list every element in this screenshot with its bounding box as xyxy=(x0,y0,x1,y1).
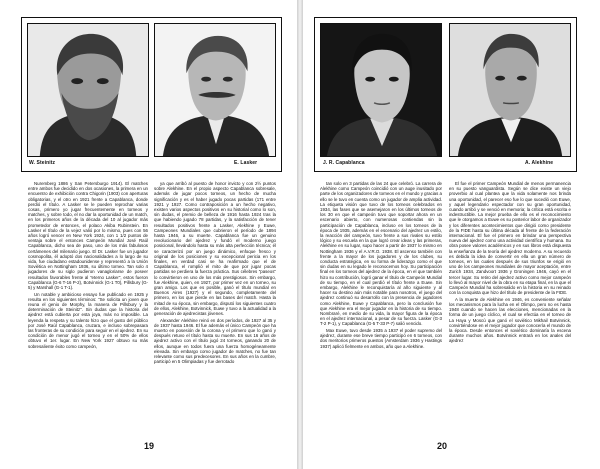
paragraph: Nuremberg 1886 y San Petersburgo 1914). El matches entre ambos fue decidido en dos ocasiones, la primera en un encuentro de exhibición contra Chigorin (1903) con aperturas obligatorias, y el otro en 1921 frente a Capablanca, donde perdió el título. A Lasker se le pueden reprochar varias cosas, primero yo jugar frecuentemente en torneos y matches, y sobre todo, el no dar la oportunidad de un match, en los primeros años de la década del 10 al jugador más prometedor de entonces, el polaco Akiba Rubinstein. En Lasker el título de la vejez valió por lo mismo, pues con 56 años logró vencer en New York 1924, con 1 1/2 puntos de ventaja sobre el entonces Campeón Mundial José Raúl Capablanca, dicho sea de paso, uno de los más fabulosos certámenes del milenario juego. El Dr. Lasker fue un jugador cosmopolita, él adoptó dos nacionalidades a lo largo de su vida, fue ciudadano estadounidense y representó a la Unión Soviética en Nottingham 1936, su último torneo. Tan solo 4 jugadores de su siglo pudieron vanagloriarse de poseer resultados favorables frente al "eterno Lasker", estos fueron Capablanca (G-6 T-16 P-2), Botvinnick (G-1 T0), Pillsbury (G-5) y Marshall (G-1 T-1). xyxy=(28,181,148,291)
right-page xyxy=(303,0,600,469)
lasker-portrait-image xyxy=(155,24,275,156)
paragraph: Alexander Alekhine reinó en dos períodos, de 1927 al 35 y de 1937 hasta 1946. El fue además el único Campeón que ha muerto en posesión de la corona y el primero que lo ganó y después retuvo el título hasta su muerte. En sus 16 años de ajedrez activo con el título jugó 24 torneos, ganando 20 de ellos, aunque en todos fuera una fuerza homogéneamente elevada. Sin embargo como jugador de matches, no fue tan relevante como sus predecesores. En sus años en la cumbre, participó en 5 Olimpiadas y fue derrotado xyxy=(154,317,276,365)
page-number: 19 xyxy=(144,441,155,451)
steinitz-portrait-image xyxy=(28,24,148,156)
alekhine-caption: A. Alekhine xyxy=(525,160,554,166)
paragraph: A la muerte de Alekhine en 1946, es conveniente señalar los mecanismos para la lucha en el Olimpo, pero no es hasta 1948 cuando se hacen las elecciones, mencionadas en la forma de un juego cíclico, el cual se efectúa en el torneo de La Haya y Moscú que ganó el soviético Mikhail Botvinnick, convirtiéndose en el mejor jugador que conocería el mundo de la época. Desde entonces el soviético dominaría la escena durante muchos años. Botvinnick entrará en los anales del ajedrez xyxy=(449,296,571,344)
paragraph: ya que arribó al puesto de honor invicto y con 2½ puntos sobre Alekhine. En el propio aspecto Capablanca sobresale, además de jugar pocos torneos, un hecho de mucha significación y es el haber jugado pocas partidas (171 entre 1921 y 1927. Como contraposición a un hecho negativo, existen varios aspectos positivos en su historial como lo son, sin dudas, el premio de belleza de 1916 hasta 1924 tras la que habiendo jugado 78 partidas, y la satisfacción de tener resultados positivos frente a Lasker, Alekhine y Euwe, Campeones Mundiales que cubrieron el período de 1894 hasta 1946, a su muerte. Capablanca fue un genuino revolucionario del ajedrez y fundó el moderno juego posicional, llevándolo hasta su más alta perfección técnica; él se caracterizó por un juego dinámico, enfoque fresco y original de los posiciones y su excepcional pericia en los finales, en verdad casi se ha reafirmado que el de Capablanca, el romplió el mito de que por jugar pocas partidas se perdiera la fuerza práctica. Sus célebres "paseos" lo convirtieron en uno de los más prestigiosos. Sin embargo, fue Alekhine, quien, en 1927, por primer vez en un torneo, su gran amigo. Los que es posible, ganó el título mundial en Buenos Aires (1927) y el segundo, completamente del primero, en los que pierde en las bases del match. Hasta la mitad de su época, sin embargo, disputó los siguientes cuatro de ellos, Alekhine, Botvinnick, Euwe y tuvo a la actualidad a la generación de ajedrecistas jóvenes. xyxy=(154,181,276,317)
paragraph: El fue el primer Campeón Mundial de menos permanencia en su puesto vanguardista. Según se dice existe un viejo proverbio al cual plantea que la vida solamente nos brinda una oportunidad, el parecer eso fue lo que sucedió con Euwe, y aquel legendario espectador con su gran oportunidad, cuando arribó y se venció en memoria; la crítica está escrita e indestructible. La mejor prueba de ello es el reconocimiento que le otorgamos a Euwe es su posterior labor de organizador y los diferentes acontecimientos que dirigió como presidente de la FIDE hasta su última década al frente de la federación internacional. El fue el primero en brindar una perspectiva nueva del ajedrez como una actividad científica y humana. Su obra posee valores académicos y en sus libros está dispuesta la enseñanza de la teoría del ajedrez moderno. A su recuerdo es debida la idea de convertir en ella un gran número de torneos, en los cuales después de sus triunfos se erigió en uno de los campeones mundiales de mayor aceptación, entre Zurich 1934, Zandvoort 1936 y Groningen 1946, cayó en el tercer lugar. Su retiro del ajedrez activo como mejor campeón lo llevó al mayor nivel de la obra en su etapa final, en la que el Campeón Mundial ha sobresalido en la historia en su reinado con la conquista que hizo del título de presidente de la FIDE. xyxy=(449,181,571,296)
right-page-column-1 xyxy=(320,181,442,435)
paragraph: Max Euwe, tuvo desde 1935 a 1937 el poder supremo del ajedrez, durante ese breve tiempo participó en 6 torneos, con dos meritorios primeros puestos (Amsterdam 1936 y Hastings 1937) aplicó fielmente en ambos, año que a Alekhine. xyxy=(320,328,442,349)
left-page-column-1 xyxy=(28,181,148,435)
left-page xyxy=(0,0,297,469)
right-page-column-2 xyxy=(449,181,571,435)
capablanca-caption: J. R. Capablanca xyxy=(323,160,365,166)
steinitz-caption: W. Steinitz xyxy=(29,160,56,166)
page-number: 20 xyxy=(437,441,448,451)
paragraph: tan solo en 3 partidas de las 24 que celebró. La carrera de Alekhine como Campeón coincidió con un auge inusitado por parte de los organizadores de torneos en el mundo y gracias a ello se le tuvo en cuenta como un jugador de amplia actividad. La etiqueta visión que tuvo de los torneos celebrados en 1934, las fases que se asemejaron en los últimos torneos de los 30 en que el campeón tuvo que soportar ahora en un escenario abierto, con numerosas contiendas sin la participación de Capablanca, incluso en los torneos de la época de 1935, además en el escenario del ajedrez un estilo, la reacción del campeón, tuvo frente a sus rivales su estilo lógico y su escuela en la que logró crear ideas y las primeras, Alekhine en su lugar, supo hacer a partir de 1937 lo mismo en Nottingham 1936 y el A.V.R.O. 1938. El ascenso también con frente a la mayor de los jugadores y de los clubes, su conducta estratégica, en su forma de liderazgo como el que sin dudas en su legado le reconocemos hoy. Su participación final en los torneos del ajedrez de la época, en el que también hizo su contribución, logró ganar el título de Campeón Mundial de su tiempo, en el cual perdió el título frente a Euwe. Sin embargo, Alekhine le reconquistaría al año siguiente y al hacer su destino aún más notable para nosotros, el juego del ajedrez continuó su desarrollo con la presencia de jugadores como Alekhine, Euwe y Capablanca, pero la conclusión fue que Alekhine era el mejor jugador en la historia de su tiempo. Nombraré, en medio de su vida, la mayor figura de la época en el ajedrez internacional, a pesar de su fuerza. Lasker (G-3 T-2 P-1), y Capablanca (G-5 T-33 P-7) salió vencido. xyxy=(320,181,442,327)
lasker-caption: E. Lasker xyxy=(234,160,258,166)
alekhine-portrait-image xyxy=(450,24,570,156)
alekhine-portrait xyxy=(449,23,571,157)
steinitz-portrait xyxy=(27,23,149,157)
left-page-column-2 xyxy=(154,181,276,435)
capablanca-portrait-image xyxy=(321,24,441,156)
capablanca-portrait xyxy=(320,23,442,157)
paragraph: Un notable y ambicioso ensayo fue publicado en 1925 y resulta en los siguientes términos: "Se solicita un joven que reuna el genio de Morphy, la manera de Pillsbury y la determinación de Steinitz". Sin dudas que la historia del ajedrez está cubierta por esta joya, más no imposible. La leyenda la respeta y su talento hizo que el gusto del público por José Raúl Capablanca, cruzara, e incluso sobrepasara las fronteras de su condición para seguir en el ajedrez. En su condición de menor jugó el torneo y en el 50% de ellos obtuvo el 1er. lugar. En New York 1927 obtuvo su más sobresaliente éxito como campeón, xyxy=(28,291,148,349)
lasker-portrait xyxy=(154,23,276,157)
